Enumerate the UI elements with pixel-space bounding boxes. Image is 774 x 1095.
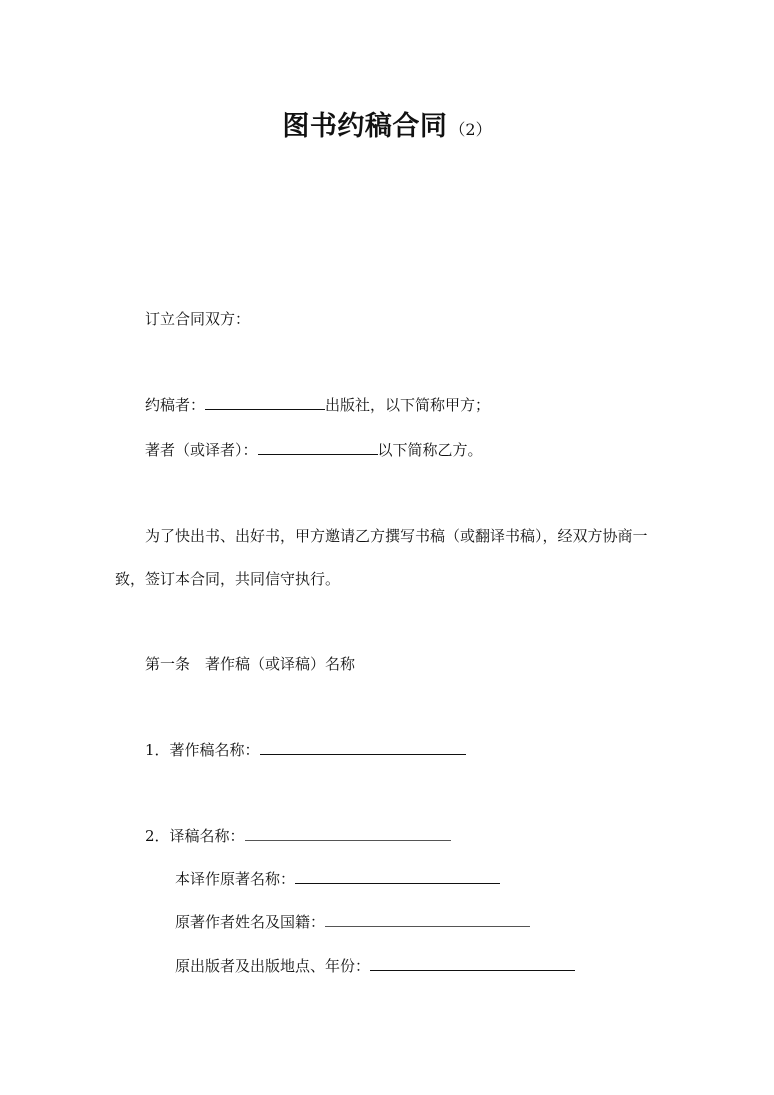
orig-title-line <box>175 869 500 889</box>
item1-label: 1．著作稿名称： <box>145 741 260 759</box>
party-a-label: 约稿者： <box>145 396 206 414</box>
party-a-suffix: 出版社，以下简称甲方； <box>325 396 491 414</box>
item1-blank[interactable] <box>260 740 466 755</box>
document-title <box>0 104 774 143</box>
item2-blank[interactable] <box>245 826 451 841</box>
orig-publisher-line <box>175 956 575 976</box>
party-b-suffix: 以下简称乙方。 <box>377 441 483 459</box>
party-b-label: 著者（或译者）： <box>145 441 258 459</box>
orig-author-line <box>175 912 530 932</box>
preamble-line-2: 致，签订本合同，共同信守执行。 <box>115 570 341 588</box>
orig-author-blank[interactable] <box>325 912 530 927</box>
article1-heading: 第一条 著作稿（或译稿）名称 <box>145 655 356 673</box>
item2-label: 2．译稿名称： <box>145 827 245 845</box>
orig-publisher-label: 原出版者及出版地点、年份： <box>175 957 371 975</box>
party-a-blank[interactable] <box>205 395 325 410</box>
orig-publisher-blank[interactable] <box>370 956 575 971</box>
party-b-blank[interactable] <box>258 440 378 455</box>
orig-title-blank[interactable] <box>295 869 500 884</box>
title-main: 图书约稿合同 <box>282 111 448 142</box>
parties-heading: 订立合同双方： <box>145 310 251 328</box>
party-b-line <box>145 440 483 460</box>
item1-line <box>145 740 466 760</box>
party-a-line <box>145 395 490 415</box>
title-suffix: （2） <box>449 120 492 139</box>
item2-line <box>145 826 451 846</box>
orig-title-label: 本译作原著名称： <box>175 870 296 888</box>
orig-author-label: 原著作者姓名及国籍： <box>175 913 326 931</box>
preamble-line-1: 为了快出书、出好书，甲方邀请乙方撰写书稿（或翻译书稿），经双方协商一 <box>145 527 648 545</box>
